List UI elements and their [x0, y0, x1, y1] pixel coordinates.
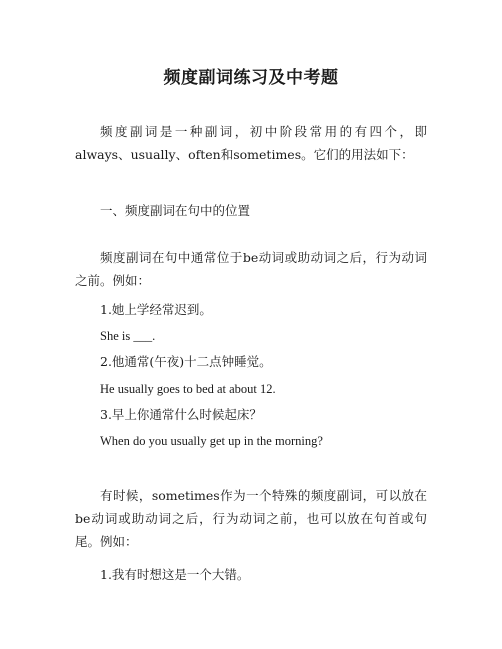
example-1-english: She is ___.: [100, 329, 156, 343]
example-1-chinese: 1.她上学经常迟到。: [100, 302, 212, 317]
example-2-english: He usually goes to bed at about 12.: [100, 382, 276, 396]
example-2-chinese: 2.他通常(午夜)十二点钟睡觉。: [100, 354, 272, 369]
position-rule-paragraph: 频度副词在句中通常位于be动词或助动词之后，行为动词之前。例如：: [75, 250, 427, 288]
intro-paragraph: 频度副词是一种副词，初中阶段常用的有四个，即always、usually、often和sometimes。它们的用法如下：: [75, 124, 427, 162]
example-3-chinese: 3.早上你通常什么时候起床？: [100, 407, 262, 422]
section-heading: 一、频度副词在句中的位置: [100, 203, 251, 218]
sometimes-example-1: 1.我有时想这是一个大错。: [100, 567, 250, 582]
example-3-english: When do you usually get up in the morning?: [100, 434, 323, 448]
sometimes-rule-paragraph: 有时候，sometimes作为一个特殊的频度副词，可以放在be动词或助动词之后，行为动词之前，也可以放在句首或句尾。例如：: [75, 488, 427, 549]
document-title: 频度副词练习及中考题: [163, 68, 339, 88]
